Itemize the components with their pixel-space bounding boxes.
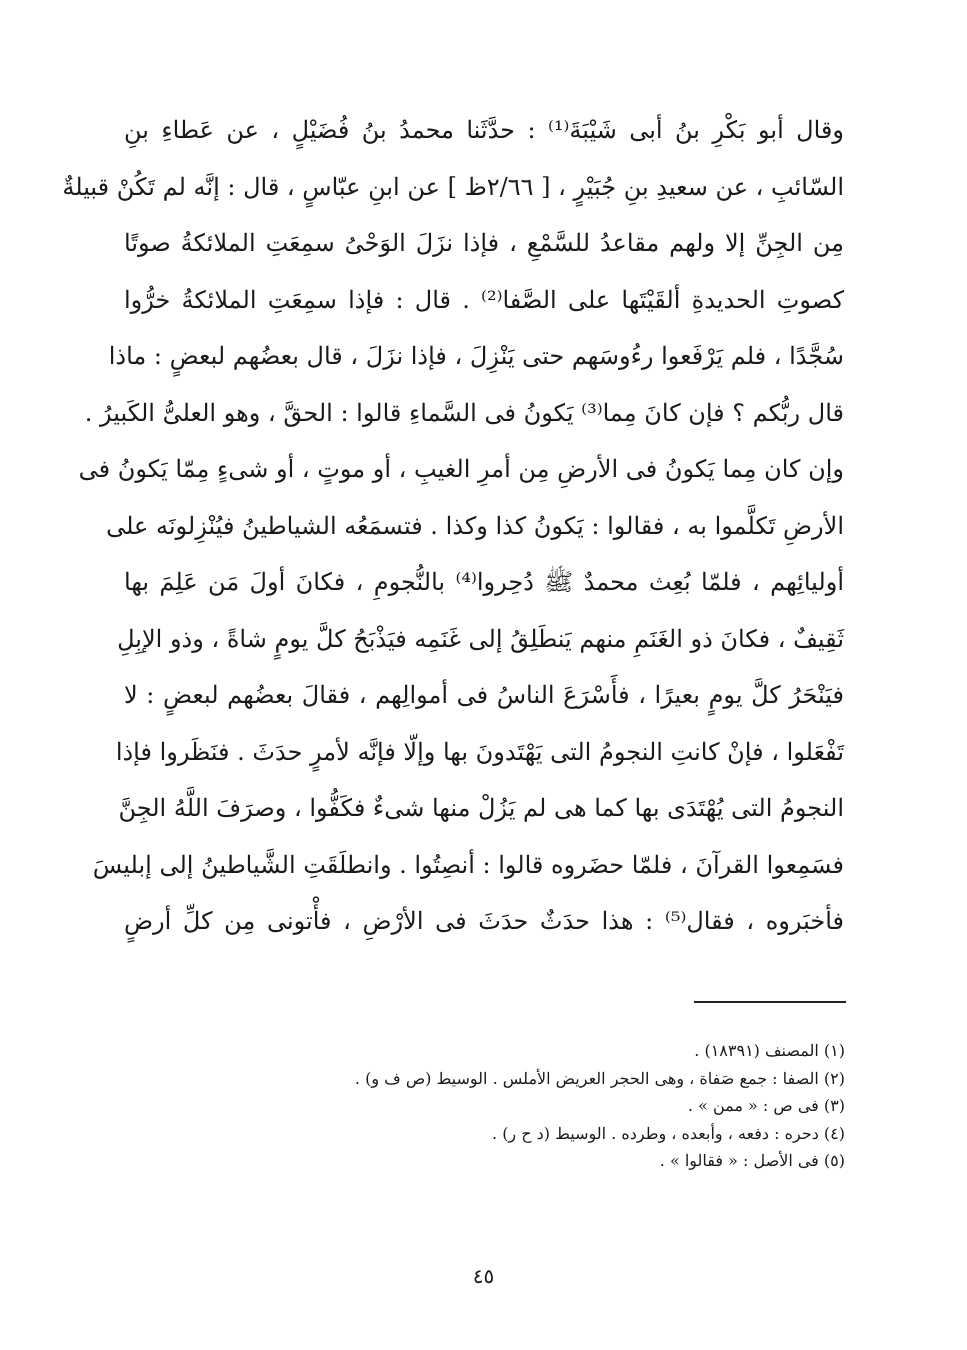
text-line: وإن كان مِما يَكونُ فى الأرضِ مِن أمرِ الغيبِ ، أو موتٍ ، أو شىءٍ مِمّا يَكونُ فى [78, 455, 844, 483]
page-number: ٤٥ [472, 1264, 495, 1288]
footnote: (٥) فى الأصل : « فقالوا » . [659, 1151, 845, 1170]
footnote: (٤) دحره : دفعه ، وأبعده ، وطرده . الوسيط (د ح ر) . [492, 1123, 845, 1143]
footnotes [124, 1037, 845, 1175]
text-line: أوليائِهم ، فلمّا بُعِث محمدٌ ﷺ دُحِروا⁽⁴⁾ بالنُّجومِ ، فكانَ أولَ مَن عَلِمَ بها [124, 568, 844, 596]
text-line: ثَقِيفٌ ، فكانَ ذو الغَنَمِ منهم يَنطَلِقُ إلى غَنَمِه فيَذْبَحُ كلَّ يومٍ شاةً ، وذو الإبِلِ [117, 624, 844, 653]
text-line: الأرضِ تَكلَّموا به ، فقالوا : يَكونُ كذا وكذا . فتسمَعُه الشياطينُ فيُنْزِلونَه على [106, 511, 844, 540]
footnote: (٣) فى ص : « ممن » . [687, 1096, 845, 1115]
text-line: وقال أبو بَكْرِ بنُ أبى شَيْبَةَ⁽¹⁾ : حدَّثَنا محمدُ بنُ فُضَيْلٍ ، عن عَطاءِ بنِ [124, 116, 844, 144]
text-line: سُجَّدًا ، فلم يَرْفَعوا رءُوسَهم حتى يَنْزِلَ ، فإذا نزَلَ ، قال بعضُهم لبعضٍ : ماذا [108, 342, 844, 370]
text-line: كصوتِ الحديدةِ ألقَيْتَها على الصَّفا⁽²⁾ . قال : فإذا سمِعَتِ الملائكةُ خرُّوا [124, 285, 844, 314]
text-line: مِن الجِنِّ إلا ولهم مقاعدُ للسَّمْعِ ، فإذا نزَلَ الوَحْىُ سمِعَتِ الملائكةُ صوتًا [124, 229, 844, 257]
text-line: تَفْعَلوا ، فإنْ كانتِ النجومُ التى يَهْتَدونَ بها وإلّا فإنَّه لأمرٍ حدَثَ . فنَظَروا فإذا [115, 737, 844, 766]
text-line: فسَمِعوا القرآنَ ، فلمّا حضَروه قالوا : أنصِتُوا . وانطلَقَتِ الشَّياطينُ إلى إبليسَ [92, 850, 844, 879]
text-line: النجومُ التى يُهْتَدَى بها كما هى لم يَزُلْ منها شىءٌ فكَفُّوا ، وصرَفَ اللَّهُ الجِنَّ [118, 794, 844, 822]
text-line: قال ربُّكم ؟ فإن كانَ مِما⁽³⁾ يَكونُ فى السَّماءِ قالوا : الحقَّ ، وهو العلىُّ الكَبيرُ . [84, 398, 844, 427]
footnote-separator [694, 1001, 846, 1003]
text-line: فيَنْحَرُ كلَّ يومٍ بعيرًا ، فأَسْرَعَ الناسُ فى أموالِهم ، فقالَ بعضُهم لبعضٍ : لا [124, 681, 844, 709]
footnote: (١) المصنف (١٨٣٩١) . [694, 1041, 845, 1060]
text-line: السّائبِ ، عن سعيدِ بنِ جُبَيْرٍ ، [ ٢/٦٦ظ ] عن ابنِ عبّاسٍ ، قال : إنَّه لم تَكُنْ قبيلةٌ [62, 172, 844, 201]
footnote: (٢) الصفا : جمع صَفاة ، وهى الحجر العريض الأملس . الوسيط (ص ف و) . [354, 1068, 845, 1088]
text-line: فأخبَروه ، فقال⁽⁵⁾ : هذا حدَثٌ حدَثَ فى الأرْضِ ، فأْتونى مِن كلِّ أرضٍ [124, 907, 845, 935]
main-text [62, 102, 845, 950]
